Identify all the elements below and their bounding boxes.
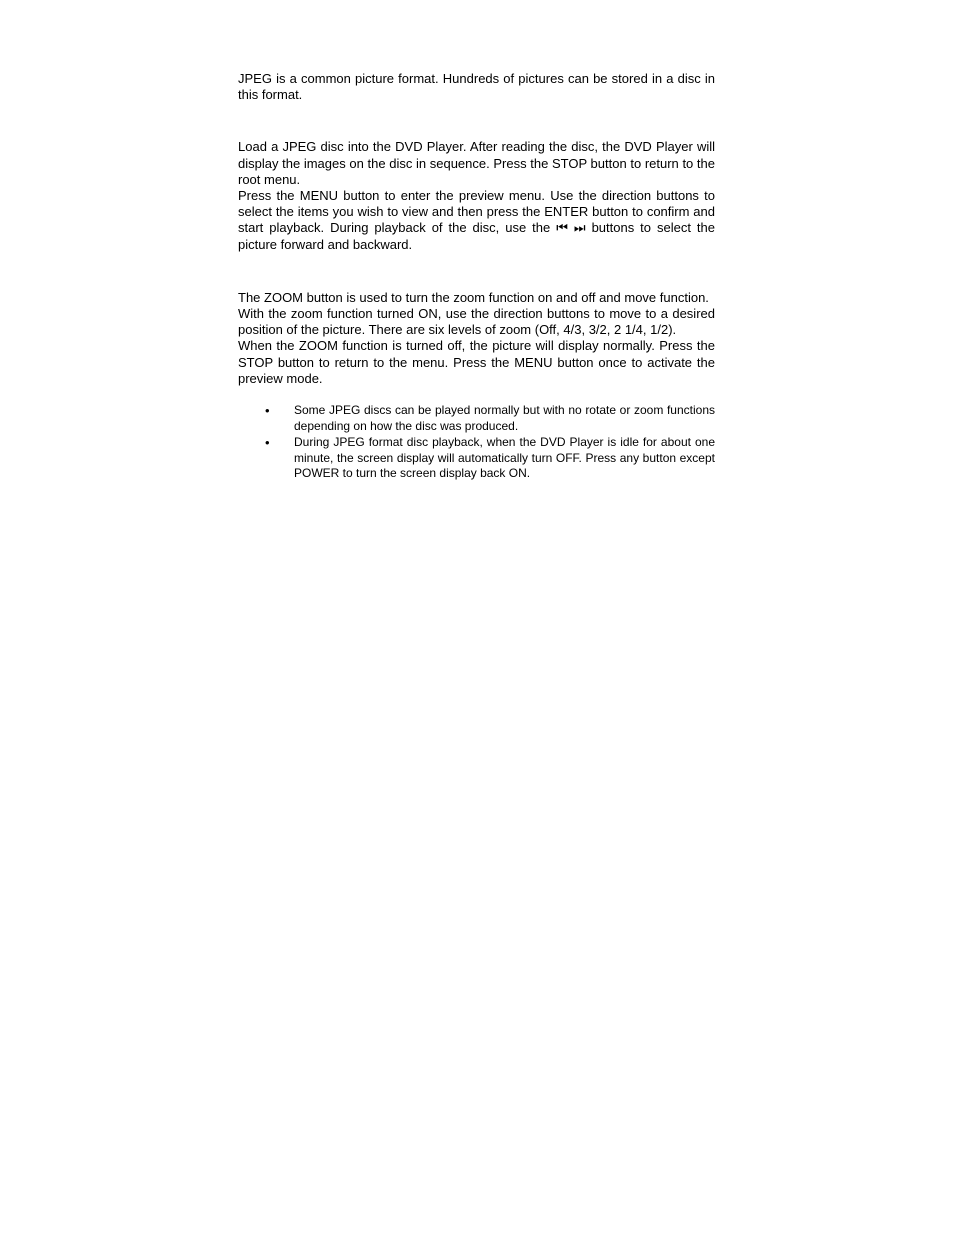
intro-paragraph: JPEG is a common picture format. Hundreds of pictures can be stored in a disc in this format. xyxy=(238,71,715,103)
playback-paragraph-load: Load a JPEG disc into the DVD Player. After reading the disc, the DVD Player will display the images on the disc in sequence. Press the STOP button to return to the root menu. xyxy=(238,139,715,187)
bullet-icon: • xyxy=(265,403,270,419)
section-spacer xyxy=(238,387,715,403)
notes-list xyxy=(238,403,715,482)
zoom-paragraph-levels: With the zoom function turned ON, use the direction buttons to move to a desired position of the picture. There are six levels of zoom (Off, 4/3, 3/2, 2 1/4, 1/2). xyxy=(238,306,715,338)
section-spacer xyxy=(238,103,715,139)
zoom-paragraph-off: When the ZOOM function is turned off, the picture will display normally. Press the STOP button to return to the menu. Press the MENU button once to activate the preview mode. xyxy=(238,338,715,386)
playback-paragraph-menu: Press the MENU button to enter the preview menu. Use the direction buttons to select the items you wish to view and then press the ENTER button to confirm and start playback. During playback of the disc, use the ⏮ ⏭ buttons to select the picture forward and backward. xyxy=(238,188,715,252)
bullet-icon: • xyxy=(265,435,270,451)
note-item-rotate-zoom xyxy=(238,403,715,434)
zoom-paragraph-button: The ZOOM button is used to turn the zoom function on and off and move function. xyxy=(238,289,709,305)
note-text: During JPEG format disc playback, when the DVD Player is idle for about one minute, the screen display will automatically turn OFF. Press any button except POWER to turn the screen display back ON. xyxy=(294,435,715,481)
section-spacer xyxy=(238,253,715,290)
note-item-idle-display xyxy=(238,435,715,482)
document-page xyxy=(238,71,715,483)
note-text: Some JPEG discs can be played normally but with no rotate or zoom functions depending on how the disc was produced. xyxy=(294,403,715,433)
